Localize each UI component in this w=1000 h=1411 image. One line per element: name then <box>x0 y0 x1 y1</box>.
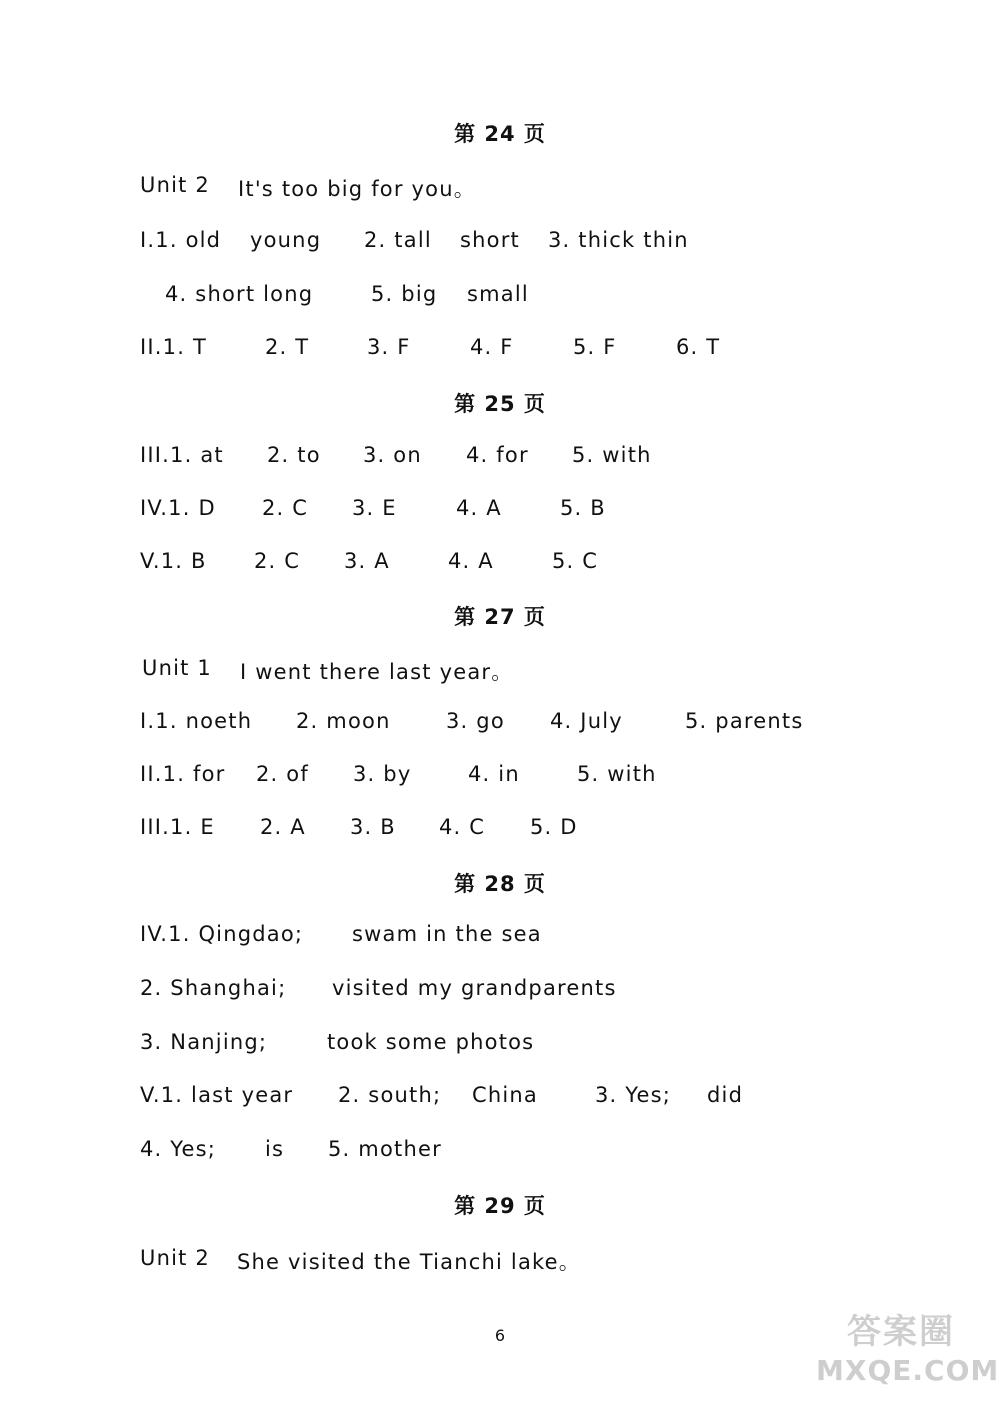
answer-item: 3. go <box>446 709 505 733</box>
answer-row-p24-q1-1 <box>140 228 1000 258</box>
answer-item: 5. D <box>530 815 578 839</box>
answer-row-p28-q4-1 <box>140 922 1000 952</box>
page-heading-24: 第 24 页 <box>454 122 546 146</box>
answer-item: V.1. B <box>140 549 207 573</box>
unit-title: She visited the Tianchi lake。 <box>237 1250 581 1274</box>
answer-item: 4. F <box>470 335 514 359</box>
answer-item: 3. thick thin <box>548 228 689 252</box>
answer-row-p27-q1 <box>140 709 1000 739</box>
answer-item: II.1. T <box>140 335 208 359</box>
answer-item: 4. C <box>439 815 486 839</box>
answer-item: 2. to <box>267 443 321 467</box>
answer-item: V.1. last year <box>140 1083 294 1107</box>
answer-item: 4. July <box>550 709 623 733</box>
unit-line-p27 <box>142 656 1000 686</box>
unit-title: It's too big for you。 <box>238 177 476 201</box>
answer-item: 2. moon <box>296 709 391 733</box>
answer-item: 2. of <box>256 762 309 786</box>
answer-item: 5. B <box>560 496 606 520</box>
answer-item: visited my grandparents <box>332 976 617 1000</box>
answer-item: 3. E <box>352 496 397 520</box>
answer-row-p25-q5 <box>140 549 1000 579</box>
unit-label: Unit 2 <box>140 1246 210 1270</box>
answer-item: II.1. for <box>140 762 226 786</box>
answer-item: 5. with <box>577 762 657 786</box>
answer-item: young <box>250 228 322 252</box>
answer-item: 2. C <box>262 496 309 520</box>
answer-item: IV.1. Qingdao; <box>140 922 304 946</box>
answer-row-p28-q4-2 <box>140 976 1000 1006</box>
answer-row-p25-q3 <box>140 443 1000 473</box>
answer-item: 4. A <box>448 549 494 573</box>
watermark-logo <box>816 1311 1000 1401</box>
answer-item: 5. F <box>573 335 617 359</box>
answer-row-p28-q5-2 <box>140 1137 1000 1167</box>
answer-item: 3. on <box>363 443 422 467</box>
answer-item: IV.1. D <box>140 496 216 520</box>
answer-item: 3. F <box>367 335 411 359</box>
unit-title: I went there last year。 <box>240 660 514 684</box>
answer-row-p24-q1-2 <box>165 282 1000 312</box>
answer-item: 6. T <box>676 335 721 359</box>
answer-item: 4. short long <box>165 282 314 306</box>
page-heading-25: 第 25 页 <box>454 392 546 416</box>
answer-item: swam in the sea <box>352 922 542 946</box>
answer-row-p28-q5-1 <box>140 1083 1000 1113</box>
answer-row-p24-q2 <box>140 335 1000 365</box>
unit-line-p29 <box>140 1246 1000 1276</box>
unit-label: Unit 1 <box>142 656 212 680</box>
page-heading-27: 第 27 页 <box>454 605 546 629</box>
answer-item: China <box>472 1083 538 1107</box>
answer-item: 2. Shanghai; <box>140 976 287 1000</box>
answer-item: 2. A <box>260 815 306 839</box>
unit-label: Unit 2 <box>140 173 210 197</box>
answer-item: 5. with <box>572 443 652 467</box>
answer-item: 2. tall <box>364 228 432 252</box>
watermark-top-text: 答案圈 <box>847 1312 955 1352</box>
answer-item: did <box>707 1083 744 1107</box>
answer-item: 2. T <box>265 335 310 359</box>
page-number: 6 <box>494 1326 506 1345</box>
answer-item: 2. south; <box>338 1083 442 1107</box>
answer-item: small <box>467 282 529 306</box>
answer-item: 3. B <box>350 815 396 839</box>
answer-item: III.1. E <box>140 815 215 839</box>
answer-item: 3. Yes; <box>595 1083 672 1107</box>
answer-row-p27-q3 <box>140 815 1000 845</box>
answer-item: 3. A <box>344 549 390 573</box>
answer-item: I.1. noeth <box>140 709 253 733</box>
answer-item: 2. C <box>254 549 301 573</box>
page-heading-29: 第 29 页 <box>454 1194 546 1218</box>
watermark-bottom-text: MXQE.COM <box>816 1354 1000 1387</box>
answer-item: I.1. old <box>140 228 222 252</box>
unit-line-p24 <box>140 173 1000 203</box>
answer-item: took some photos <box>327 1030 535 1054</box>
answer-item: 4. in <box>468 762 520 786</box>
answer-item: 3. by <box>353 762 412 786</box>
answer-row-p28-q4-3 <box>140 1030 1000 1060</box>
answer-item: 5. big <box>371 282 438 306</box>
answer-row-p25-q4 <box>140 496 1000 526</box>
answer-row-p27-q2 <box>140 762 1000 792</box>
answer-item: 5. C <box>552 549 599 573</box>
answer-item: 3. Nanjing; <box>140 1030 268 1054</box>
answer-item: III.1. at <box>140 443 224 467</box>
answer-item: 4. Yes; <box>140 1137 217 1161</box>
answer-item: short <box>460 228 520 252</box>
answer-item: 4. A <box>456 496 502 520</box>
answer-item: is <box>265 1137 285 1161</box>
answer-item: 4. for <box>466 443 529 467</box>
page-heading-28: 第 28 页 <box>454 872 546 896</box>
answer-item: 5. mother <box>328 1137 442 1161</box>
answer-item: 5. parents <box>685 709 804 733</box>
